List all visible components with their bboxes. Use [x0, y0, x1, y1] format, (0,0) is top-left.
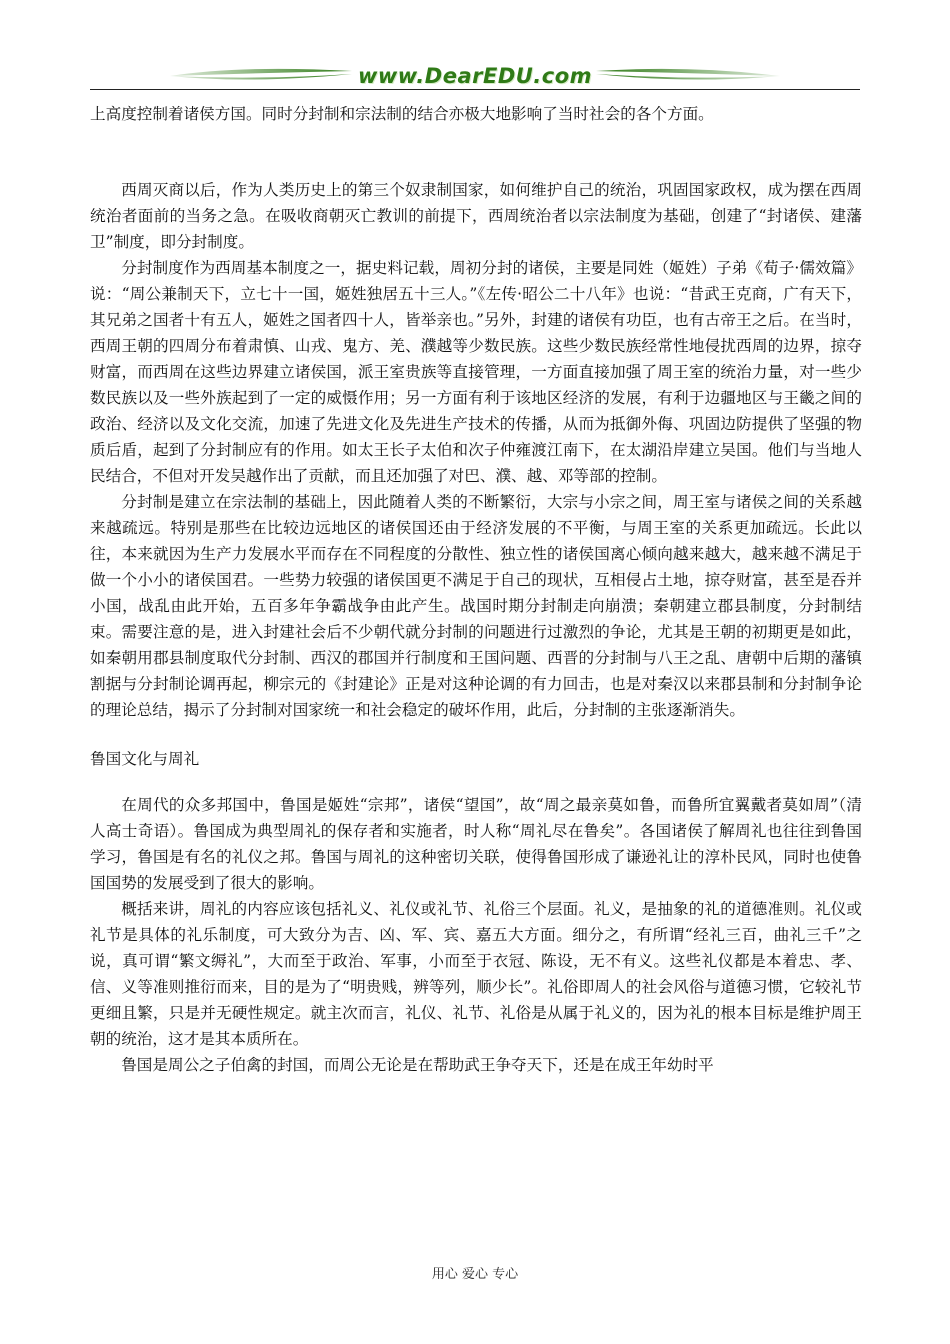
- paragraph-lu-state: 在周代的众多邦国中，鲁国是姬姓“宗邦”，诸侯“望国”，故“周之最亲莫如鲁，而鲁所宜翼戴者莫如周”（清人高士奇语）。鲁国成为典型周礼的保存者和实施者，时人称“周礼尽在鲁矣”。各国诸侯了解周礼也往往到鲁国学习，鲁国是有名的礼仪之邦。鲁国与周礼的这种密切关联，使得鲁国形成了谦逊礼让的淳朴民风，同时也使鲁国国势的发展受到了很大的影响。: [90, 796, 862, 892]
- site-logo-text[interactable]: www.DearEDU.com: [357, 64, 593, 88]
- page-footer: 用心 爱心 专心: [431, 1267, 519, 1282]
- page-header: [90, 62, 860, 92]
- continuation-paragraph: 上高度控制着诸侯方国。同时分封制和宗法制的结合亦极大地影响了当时社会的各个方面。: [90, 105, 714, 123]
- paragraph-zhou-rites: 概括来讲，周礼的内容应该包括礼义、礼仪或礼节、礼俗三个层面。礼义，是抽象的礼的道德准则。礼仪或礼节是具体的礼乐制度，可大致分为吉、凶、军、宾、嘉五大方面。细分之，有所谓“经礼三百，曲礼三千”之说，真可谓“繁文缛礼”，大而至于政治、军事，小而至于衣冠、陈设，无不有义。这些礼仪都是本着忠、孝、信、义等准则推衍而来，目的是为了“明贵贱，辨等列，顺少长”。礼俗即周人的社会风俗与道德习惯，它较礼节更细且繁，只是并无硬性规定。就主次而言，礼仪、礼节、礼俗是从属于礼义的，因为礼的根本目标是维护周王朝的统治，这才是其本质所在。: [90, 900, 862, 1048]
- paragraph-zhou-establishment: 西周灭商以后，作为人类历史上的第三个奴隶制国家，如何维护自己的统治，巩固国家政权，成为摆在西周统治者面前的当务之急。在吸收商朝灭亡教训的前提下，西周统治者以宗法制度为基础，创建了“封诸侯、建藩卫”制度，即分封制度。: [90, 181, 862, 251]
- document-body: [90, 101, 862, 1078]
- paragraph-enfeoffment-system: 分封制度作为西周基本制度之一，据史料记载，周初分封的诸侯，主要是同姓（姬姓）子弟《荀子·儒效篇》说：“周公兼制天下，立七十一国，姬姓独居五十三人。”《左传·昭公二十八年》也说：“昔武王克商，广有天下，其兄弟之国者十有五人，姬姓之国者四十人，皆举亲也。”另外，封建的诸侯有功臣，也有古帝王之后。在当时，西周王朝的四周分布着肃慎、山戎、鬼方、羌、濮越等少数民族。这些少数民族经常性地侵扰西周的边界，掠夺财富，而西周在这些边界建立诸侯国，派王室贵族等直接管理，一方面直接加强了周王室的统治力量，对一些少数民族以及一些外族起到了一定的威慑作用；另一方面有利于该地区经济的发展，有利于边疆地区与王畿之间的政治、经济以及文化交流，加速了先进文化及先进生产技术的传播，从而为抵御外侮、巩固边防提供了坚强的物质后盾，起到了分封制应有的作用。如太王长子太伯和次子仲雍渡江南下，在太湖沿岸建立吴国。他们与当地人民结合，不但对开发吴越作出了贡献，而且还加强了对巴、濮、越、邓等部的控制。: [90, 259, 862, 485]
- paragraph-enfeoffment-decline: 分封制是建立在宗法制的基础上，因此随着人类的不断繁衍，大宗与小宗之间，周王室与诸侯之间的关系越来越疏远。特别是那些在比较边远地区的诸侯国还由于经济发展的不平衡，与周王室的关系更加疏远。长此以往，本来就因为生产力发展水平而存在不同程度的分散性、独立性的诸侯国离心倾向越来越大，越来越不满足于做一个小小的诸侯国君。一些势力较强的诸侯国更不满足于自己的现状，互相侵占土地，掠夺财富，甚至是吞并小国，战乱由此开始，五百多年争霸战争由此产生。战国时期分封制走向崩溃；秦朝建立郡县制度，分封制结束。需要注意的是，进入封建社会后不少朝代就分封制的问题进行过激烈的争论，尤其是王朝的初期更是如此，如秦朝用郡县制度取代分封制、西汉的郡国并行制度和王国问题、西晋的分封制与八王之乱、唐朝中后期的藩镇割据与分封制论调再起，柳宗元的《封建论》正是对这种论调的有力回击，也是对秦汉以来郡县制和分封制争论的理论总结，揭示了分封制对国家统一和社会稳定的破坏作用，此后，分封制的主张逐渐消失。: [90, 493, 862, 719]
- header-divider: [90, 89, 860, 90]
- section-heading: 鲁国文化与周礼: [90, 750, 200, 768]
- paragraph-lu-duke-zhou: 鲁国是周公之子伯禽的封国，而周公无论是在帮助武王争夺天下，还是在成王年幼时平: [121, 1056, 714, 1074]
